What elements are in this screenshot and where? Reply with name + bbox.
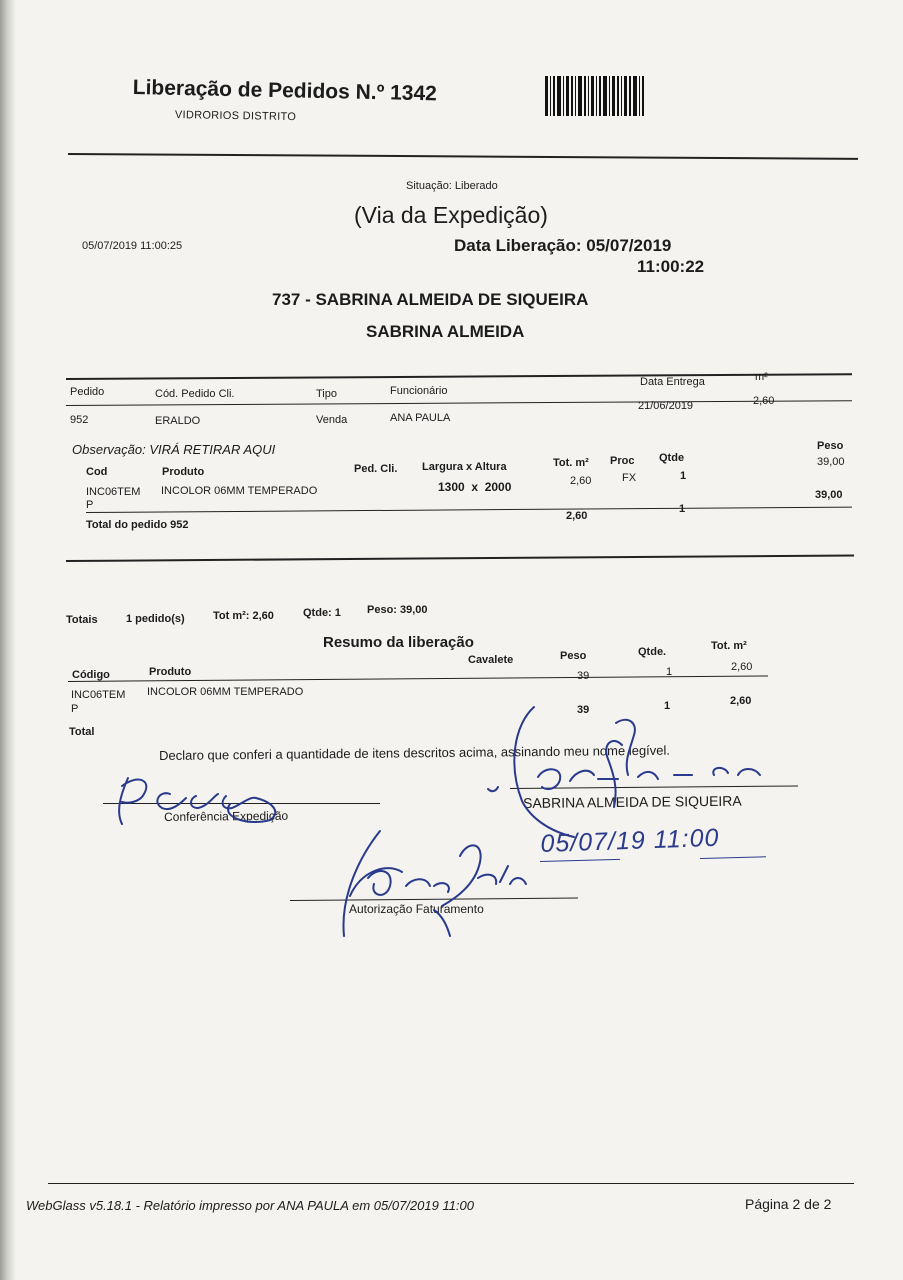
summary-title: Resumo da liberação [323,634,474,651]
totals-peso: Peso: 39,00 [367,604,428,616]
label-tipo: Tipo [316,388,337,400]
order-total-label: Total do pedido 952 [86,519,189,531]
items-header-cod: Cod [86,466,108,478]
handwritten-time-underline [700,856,766,859]
summary-codigo-line2: P [71,703,79,715]
client-signature-name: SABRINA ALMEIDA DE SIQUEIRA [523,792,742,811]
header-divider [68,153,858,160]
items-header-proc: Proc [610,455,635,467]
observation [72,442,275,457]
label-funcionario: Funcionário [390,385,448,397]
summary-header-tot-m2: Tot. m² [711,640,747,652]
items-header-tot-m2: Tot. m² [553,457,589,469]
declaration-text: Declaro que conferi a quantidade de itens descritos acima, assinando meu nome legível. [159,742,671,763]
footer-page-number: Página 2 de 2 [745,1196,832,1212]
barcode [545,76,645,116]
order-bottom-divider [66,554,854,562]
summary-header-peso: Peso [560,650,587,662]
order-total-peso: 39,00 [815,489,843,501]
summary-header-qtde: Qtde. [638,646,667,658]
item-qtde: 1 [680,470,687,482]
footer-divider [48,1183,854,1184]
totals-qtde: Qtde: 1 [303,607,341,619]
item-peso: 39,00 [817,456,845,468]
value-data-entrega: 21/06/2019 [638,400,694,412]
summary-peso: 39 [577,670,590,682]
document-title: Liberação de Pedidos N.º 1342 [132,76,438,106]
value-cod-pedido-cli: ERALDO [155,415,201,427]
via-label: (Via da Expedição) [354,202,548,228]
summary-header-produto: Produto [149,666,192,678]
summary-qtde: 1 [666,666,673,678]
items-header-produto: Produto [162,466,205,478]
item-divider [86,507,852,513]
label-m2: m² [755,371,768,383]
client-name-short: SABRINA ALMEIDA [366,322,525,341]
handwritten-datetime: 05/07/19 11:00 [540,823,720,858]
totals-pedidos: 1 pedido(s) [126,613,185,625]
item-produto: INCOLOR 06MM TEMPERADO [161,485,318,497]
summary-total-qtde: 1 [664,700,671,712]
value-funcionario: ANA PAULA [390,412,451,424]
autorizacao-label: Autorização Faturamento [349,902,484,916]
summary-total-label: Total [69,726,95,738]
items-header-ped-cli: Ped. Cli. [354,463,398,475]
client-name-full: 737 - SABRINA ALMEIDA DE SIQUEIRA [272,290,589,309]
order-total-qtde: 1 [679,503,686,515]
summary-header-cavalete: Cavalete [468,654,514,666]
totals-m2: Tot m²: 2,60 [213,610,274,622]
items-header-qtde: Qtde [659,452,685,464]
value-tipo: Venda [316,414,348,426]
scan-edge-shadow [0,0,16,1280]
order-header-divider [66,400,852,406]
items-header-peso: Peso [817,440,844,452]
summary-codigo-line1: INC06TEM [71,689,126,701]
footer-report-info: WebGlass v5.18.1 - Relatório impresso por ANA PAULA em 05/07/2019 11:00 [26,1198,475,1213]
value-m2: 2,60 [753,395,775,407]
item-cod-line1: INC06TEM [86,486,141,498]
item-tot-m2: 2,60 [570,475,592,487]
totals-label: Totais [66,614,98,626]
items-header-largura-altura: Largura x Altura [422,461,507,473]
release-time: 11:00:22 [637,257,705,276]
summary-tot-m2: 2,60 [731,661,753,673]
conferencia-label: Conferência Expedição [164,808,289,824]
handwritten-date-underline [540,859,620,862]
print-datetime: 05/07/2019 11:00:25 [82,240,183,252]
summary-header-codigo: Código [72,669,110,681]
label-pedido: Pedido [70,386,105,398]
observation-text: VIRÁ RETIRAR AQUI [149,442,276,457]
autorizacao-signature-scribble [330,826,530,946]
summary-total-tot-m2: 2,60 [730,695,752,707]
item-dimensions: 1300 x 2000 [438,480,512,494]
company-name: VIDRORIOS DISTRITO [174,109,297,124]
order-total-m2: 2,60 [566,510,588,522]
conferencia-signature-scribble [100,768,300,828]
value-pedido: 952 [70,414,89,426]
summary-produto: INCOLOR 06MM TEMPERADO [147,686,304,698]
summary-total-peso: 39 [577,704,590,716]
status-label: Situação: Liberado [406,180,498,192]
observation-label: Observação: [72,442,146,457]
item-proc: FX [622,472,637,484]
label-data-entrega: Data Entrega [640,376,705,388]
release-date: Data Liberação: 05/07/2019 [454,236,672,255]
label-cod-pedido-cli: Cód. Pedido Cli. [155,388,235,400]
order-top-divider [66,373,852,380]
item-cod-line2: P [86,499,94,511]
